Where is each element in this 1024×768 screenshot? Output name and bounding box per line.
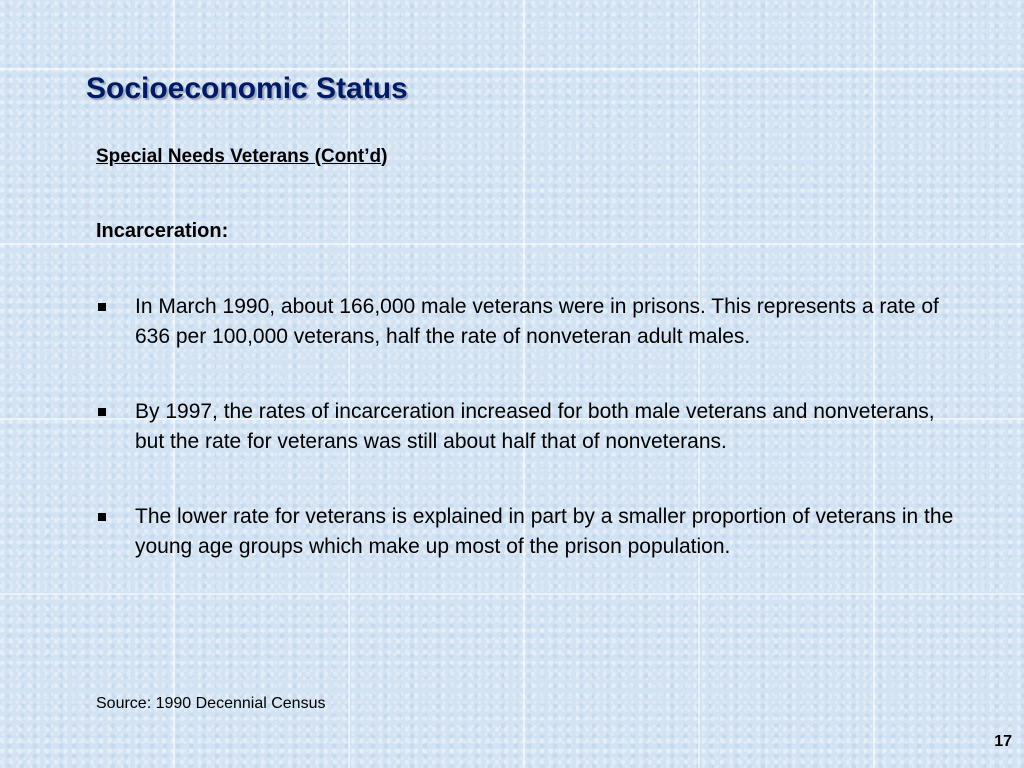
bullet-item xyxy=(96,502,956,562)
page-number: 17 xyxy=(994,733,1012,750)
bullet-text: The lower rate for veterans is explained in part by a smaller proportion of veterans in the young age groups which make up most of the prison population. xyxy=(135,505,954,558)
bullet-item xyxy=(96,397,956,457)
bullet-text: In March 1990, about 166,000 male veterans were in prisons. This represents a rate of 636 per 100,000 veterans, half the rate of nonveteran adult males. xyxy=(135,295,939,348)
bullet-text: By 1997, the rates of incarceration increased for both male veterans and nonveterans, but the rate for veterans was still about half that of nonveterans. xyxy=(135,400,935,453)
slide-title: Socioeconomic Status xyxy=(86,72,408,105)
subtitle-underlined-text: Special Needs Veterans (Cont’d xyxy=(96,146,382,167)
square-bullet-icon xyxy=(98,513,106,521)
bullet-item xyxy=(96,292,956,352)
square-bullet-icon xyxy=(98,408,106,416)
slide-subtitle xyxy=(96,146,387,168)
square-bullet-icon xyxy=(98,303,106,311)
source-citation: Source: 1990 Decennial Census xyxy=(96,695,326,712)
subtitle-tail-text: ) xyxy=(381,146,388,167)
bullet-list xyxy=(96,292,956,607)
section-heading: Incarceration: xyxy=(96,220,229,242)
